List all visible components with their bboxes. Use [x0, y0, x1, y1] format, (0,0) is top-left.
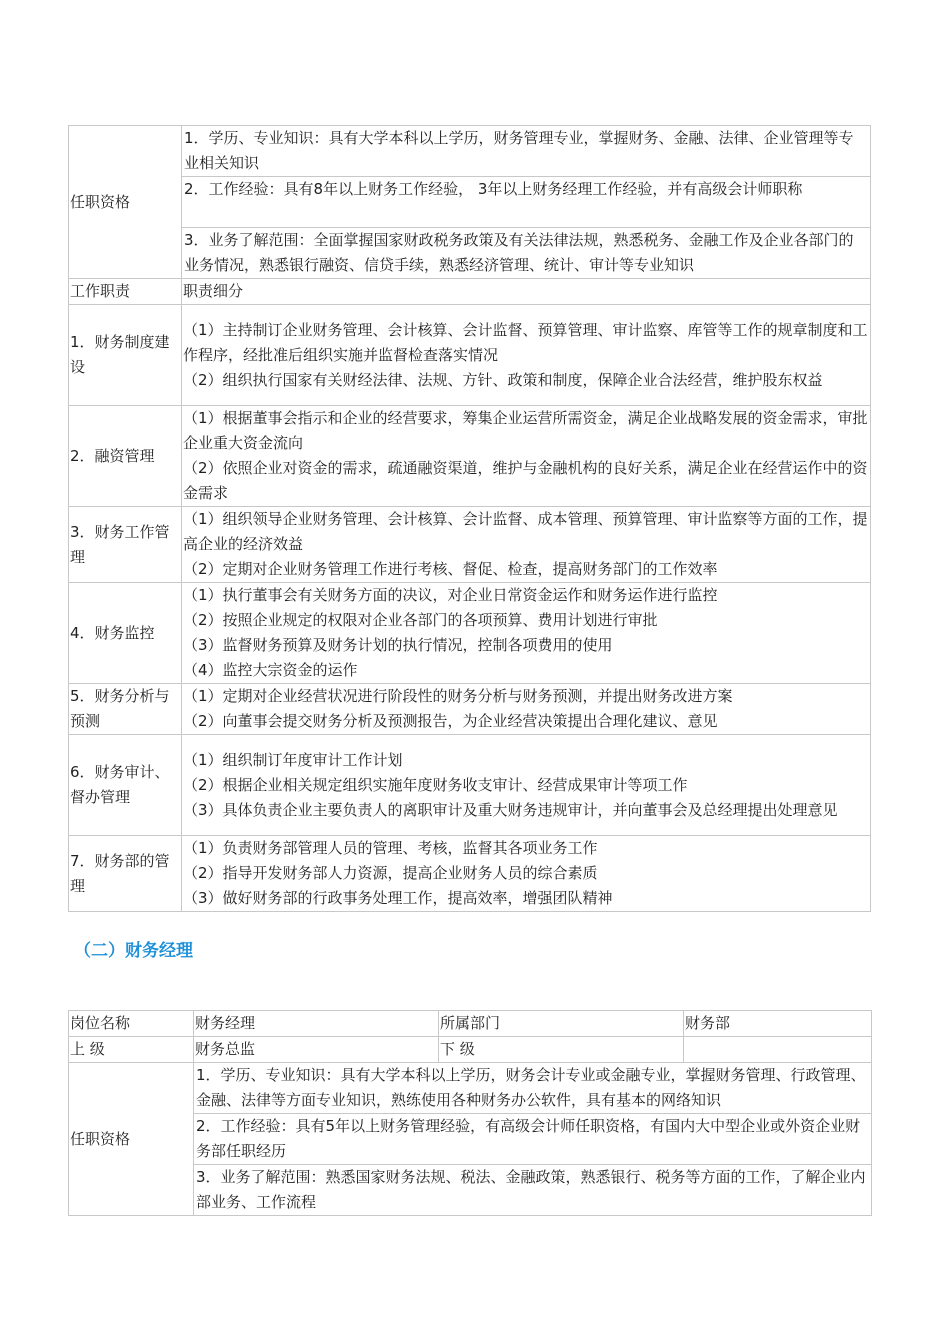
qualification-item: 2．工作经验：具有8年以上财务工作经验， 3年以上财务经理工作经验，并有高级会计师职称 [182, 176, 870, 227]
duty-detail: （1）定期对企业经营状况进行阶段性的财务分析与财务预测，并提出财务改进方案 [183, 687, 733, 705]
reporting-row [69, 1037, 872, 1063]
section-title: （二）财务经理 [74, 941, 193, 961]
duty-detail: （1）执行董事会有关财务方面的决议，对企业日常资金运作和财务运作进行监控 [183, 586, 718, 604]
qualification-row [69, 126, 871, 279]
duty-details [182, 684, 871, 735]
job-duties-table [68, 125, 871, 912]
subordinate-value [684, 1037, 872, 1063]
superior-label: 上 级 [69, 1037, 194, 1063]
superior-value: 财务总监 [194, 1037, 439, 1063]
duty-detail: （1）组织制订年度审计工作计划 [183, 750, 403, 769]
duty-detail: （1）负责财务部管理人员的管理、考核，监督其各项业务工作 [183, 839, 598, 857]
duty-row [69, 406, 871, 507]
qualification-row [69, 1063, 872, 1216]
finance-manager-table [68, 1010, 872, 1216]
duty-detail: （2）组织执行国家有关财经法律、法规、方针、政策和制度，保障企业合法经营，维护股东权益 [183, 370, 823, 389]
qualification-label: 任职资格 [69, 1063, 194, 1216]
department-label: 所属部门 [439, 1011, 684, 1037]
duties-header-col1: 工作职责 [69, 279, 182, 305]
duty-detail: （2）向董事会提交财务分析及预测报告，为企业经营决策提出合理化建议、意见 [183, 712, 718, 730]
duty-detail: （2）依照企业对资金的需求，疏通融资渠道，维护与金融机构的良好关系，满足企业在经营运作中的资金需求 [183, 459, 868, 502]
qualification-items [182, 126, 871, 279]
duty-detail: （3）做好财务部的行政事务处理工作，提高效率，增强团队精神 [183, 889, 613, 907]
duty-detail: （4）监控大宗资金的运作 [183, 661, 358, 679]
duty-name: 1．财务制度建设 [69, 305, 182, 406]
duty-row [69, 583, 871, 684]
duty-detail: （1）主持制订企业财务管理、会计核算、会计监督、预算管理、审计监察、库管等工作的规章制度和工作程序，经批准后组织实施并监督检查落实情况 [183, 320, 868, 364]
duty-details [182, 507, 871, 583]
duty-name: 6．财务审计、督办管理 [69, 735, 182, 836]
duty-details [182, 836, 871, 912]
qualification-item: 3．业务了解范围：熟悉国家财务法规、税法、金融政策，熟悉银行、税务等方面的工作，了解企业内部业务、工作流程 [194, 1164, 871, 1215]
duty-details [182, 406, 871, 507]
qualification-item: 1．学历、专业知识：具有大学本科以上学历，财务管理专业，掌握财务、金融、法律、企业管理等专业相关知识 [184, 129, 854, 172]
duty-name: 2．融资管理 [69, 406, 182, 507]
duty-row [69, 305, 871, 406]
duty-row [69, 507, 871, 583]
duty-name: 4．财务监控 [69, 583, 182, 684]
qualification-item: 3．业务了解范围：全面掌握国家财政税务政策及有关法律法规，熟悉税务、金融工作及企业各部门的业务情况，熟悉银行融资、信贷手续，熟悉经济管理、统计、审计等专业知识 [182, 227, 870, 278]
qualification-items [194, 1063, 872, 1216]
qualification-label: 任职资格 [69, 126, 182, 279]
duty-details [182, 735, 871, 836]
duty-detail: （2）定期对企业财务管理工作进行考核、督促、检查，提高财务部门的工作效率 [183, 560, 718, 578]
duty-detail: （2）指导开发财务部人力资源，提高企业财务人员的综合素质 [183, 864, 598, 882]
qualification-item: 1．学历、专业知识：具有大学本科以上学历，财务会计专业或金融专业，掌握财务管理、行政管理、金融、法律等方面专业知识，熟练使用各种财务办公软件，具有基本的网络知识 [196, 1066, 866, 1109]
duty-detail: （3）具体负责企业主要负责人的离职审计及重大财务违规审计，并向董事会及总经理提出处理意见 [183, 800, 838, 819]
duty-detail: （2）按照企业规定的权限对企业各部门的各项预算、费用计划进行审批 [183, 611, 658, 629]
duty-detail: （3）监督财务预算及财务计划的执行情况，控制各项费用的使用 [183, 636, 613, 654]
position-label: 岗位名称 [69, 1011, 194, 1037]
duty-details [182, 583, 871, 684]
duty-detail: （1）组织领导企业财务管理、会计核算、会计监督、成本管理、预算管理、审计监察等方面的工作，提高企业的经济效益 [183, 510, 868, 553]
duty-name: 7．财务部的管理 [69, 836, 182, 912]
duty-details [182, 305, 871, 406]
qualification-item: 2．工作经验：具有5年以上财务管理经验，有高级会计师任职资格，有国内大中型企业或外资企业财务部任职经历 [194, 1113, 871, 1164]
duties-header-col2: 职责细分 [182, 279, 871, 305]
duty-row [69, 836, 871, 912]
position-row [69, 1011, 872, 1037]
duty-row [69, 735, 871, 836]
subordinate-label: 下 级 [439, 1037, 684, 1063]
duties-header-row [69, 279, 871, 305]
duty-name: 5．财务分析与预测 [69, 684, 182, 735]
duty-row [69, 684, 871, 735]
duty-detail: （1）根据董事会指示和企业的经营要求，筹集企业运营所需资金，满足企业战略发展的资金需求，审批企业重大资金流向 [183, 409, 868, 452]
department-value: 财务部 [684, 1011, 872, 1037]
position-value: 财务经理 [194, 1011, 439, 1037]
duty-detail: （2）根据企业相关规定组织实施年度财务收支审计、经营成果审计等项工作 [183, 775, 688, 794]
duty-name: 3．财务工作管理 [69, 507, 182, 583]
